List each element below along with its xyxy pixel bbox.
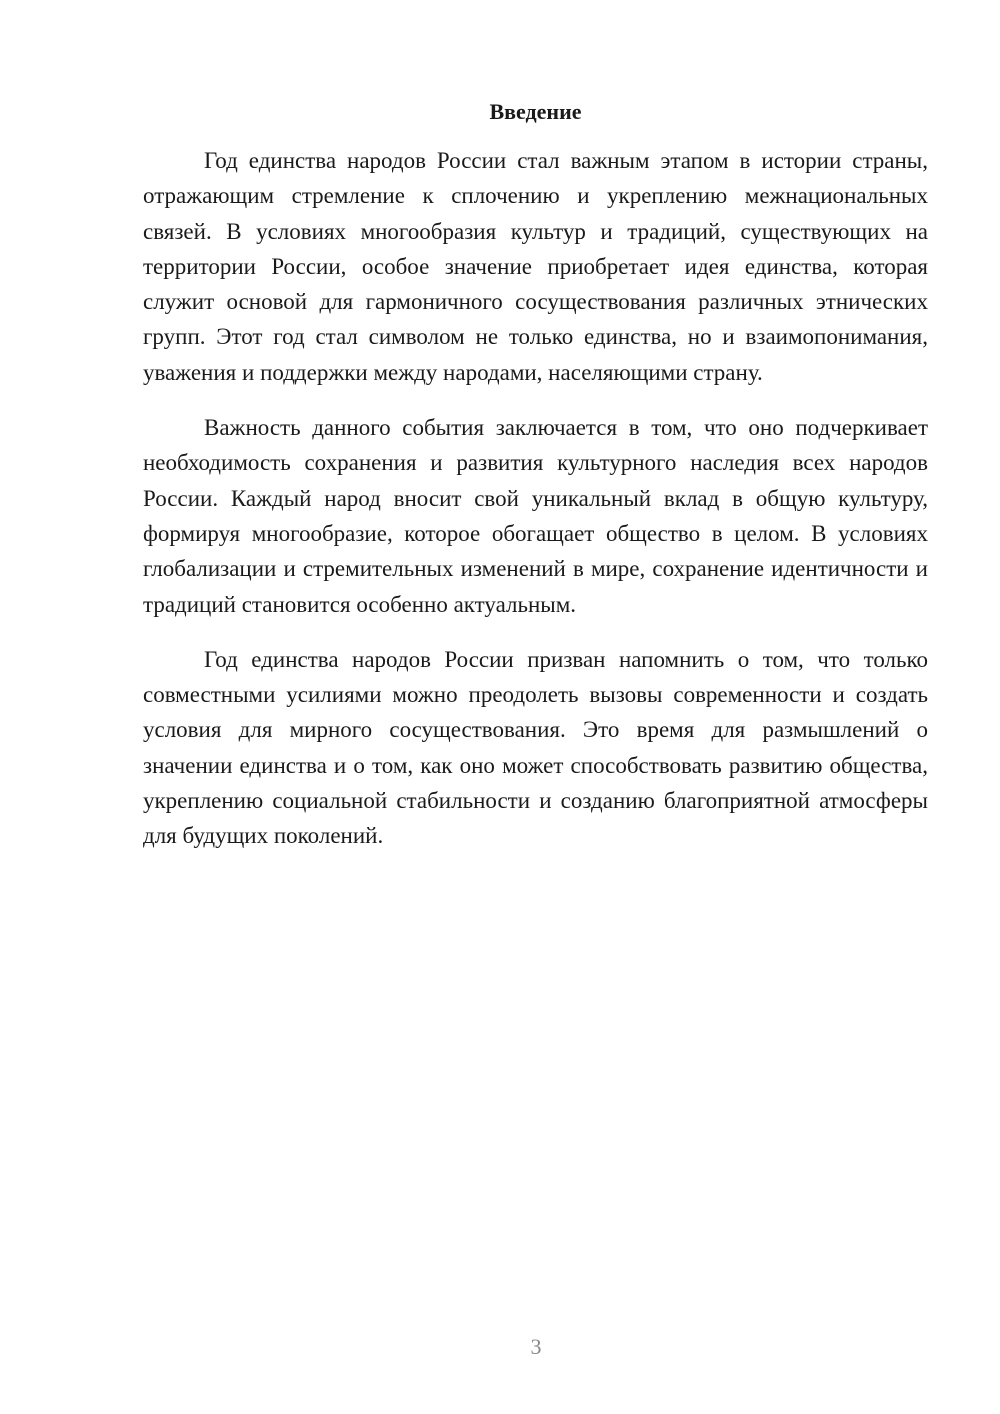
paragraph: Важность данного события заключается в том, что оно подчеркивает необходимость сохранения и развития культурного наследия всех народов России. Каждый народ вносит свой уникальный вклад в общую культуру, формируя многообразие, которое обогащает общество в целом. В условиях глобализации и стремительных изменений в мире, сохранение идентичности и традиций становится особенно актуальным. <box>143 415 928 617</box>
paragraph: Год единства народов России стал важным этапом в истории страны, отражающим стремление к сплочению и укреплению межнациональных связей. В условиях многообразия культур и традиций, существующих на территории России, особое значение приобретает идея единства, которая служит основой для гармоничного сосуществования различных этнических групп. Этот год стал символом не только единства, но и взаимопонимания, уважения и поддержки между народами, населяющими страну. <box>143 148 928 385</box>
paragraph: Год единства народов России призван напомнить о том, что только совместными усилиями можно преодолеть вызовы современности и создать условия для мирного сосуществования. Это время для размышлений о значении единства и о том, как оно может способствовать развитию общества, укреплению социальной стабильности и созданию благоприятной атмосферы для будущих поколений. <box>143 646 928 849</box>
section-title: Введение <box>489 99 582 124</box>
page-number: 3 <box>530 1334 542 1359</box>
body-text <box>143 143 928 874</box>
